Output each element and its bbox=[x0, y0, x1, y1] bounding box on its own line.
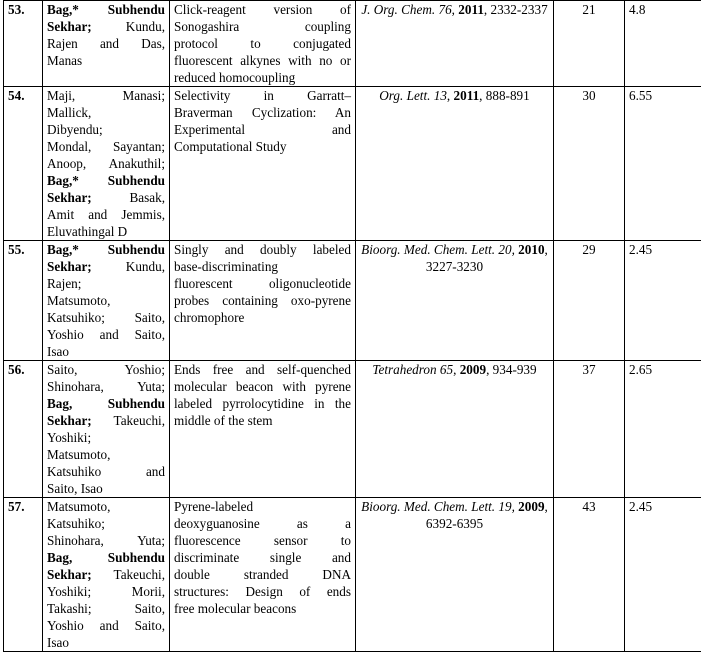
author-line bbox=[47, 566, 165, 583]
author-name: Maji, Manasi; bbox=[47, 88, 165, 103]
author-line bbox=[47, 549, 165, 566]
article-title-cell bbox=[170, 87, 356, 241]
entry-number: 53. bbox=[4, 1, 43, 87]
article-title-cell bbox=[170, 1, 356, 87]
author-line bbox=[47, 361, 165, 378]
table-row bbox=[4, 1, 701, 87]
title-line: chromophore bbox=[174, 310, 245, 325]
impact-factor: 2.65 bbox=[625, 361, 701, 498]
author-line bbox=[47, 292, 165, 309]
author-name: Katsuhiko and bbox=[47, 464, 165, 479]
impact-factor: 6.55 bbox=[625, 87, 701, 241]
title-line: molecular beacon with pyrene bbox=[174, 379, 351, 394]
authors-cell bbox=[43, 87, 170, 241]
table-row bbox=[4, 498, 701, 652]
author-name-highlighted: Sekhar; bbox=[47, 413, 92, 428]
author-line bbox=[47, 446, 165, 463]
author-name: Dibyendu; bbox=[47, 122, 103, 137]
citation-count: 37 bbox=[554, 361, 625, 498]
title-line: Experimental and bbox=[174, 122, 351, 137]
article-title-cell bbox=[170, 241, 356, 361]
journal-name: Tetrahedron 65 bbox=[372, 362, 454, 377]
author-name-highlighted: Sekhar; bbox=[47, 19, 92, 34]
author-name: Yoshio and Saito, bbox=[47, 327, 165, 342]
journal-pages: 888-891 bbox=[485, 88, 530, 103]
title-line: Braverman Cyclization: An bbox=[174, 105, 351, 120]
table-row bbox=[4, 361, 701, 498]
journal-pages: 934-939 bbox=[492, 362, 537, 377]
authors-cell bbox=[43, 498, 170, 652]
title-line: structures: Design of ends bbox=[174, 584, 351, 599]
journal-year: 2010 bbox=[518, 242, 545, 257]
author-name: Isao bbox=[47, 635, 69, 650]
author-line bbox=[47, 241, 165, 258]
author-line bbox=[47, 18, 165, 35]
title-line: Computational Study bbox=[174, 139, 287, 154]
author-name-highlighted: Sekhar; bbox=[47, 190, 92, 205]
author-line bbox=[47, 532, 165, 549]
author-name: Mallick, bbox=[47, 105, 92, 120]
author-name: Rajen and Das, bbox=[47, 36, 165, 51]
author-name: Eluvathingal D bbox=[47, 224, 128, 239]
author-line bbox=[47, 343, 165, 360]
author-name: Amit and Jemmis, bbox=[47, 207, 165, 222]
journal-year: 2009 bbox=[459, 362, 487, 377]
author-name: Kundu, bbox=[91, 19, 165, 34]
citation-count: 29 bbox=[554, 241, 625, 361]
journal-cell: Org. Lett. 13, 2011, 888-891 bbox=[356, 87, 554, 241]
author-name-highlighted: Bag, Subhendu bbox=[47, 550, 165, 565]
journal-year: 2011 bbox=[458, 2, 484, 17]
author-line bbox=[47, 378, 165, 395]
author-line bbox=[47, 52, 165, 69]
author-line bbox=[47, 155, 165, 172]
citation-count: 43 bbox=[554, 498, 625, 652]
author-line bbox=[47, 429, 165, 446]
author-name: Matsumoto, bbox=[47, 499, 111, 514]
title-line: Sonogashira coupling bbox=[174, 19, 351, 34]
journal-cell: Tetrahedron 65, 2009, 934-939 bbox=[356, 361, 554, 498]
author-name: Yoshio and Saito, bbox=[47, 618, 165, 633]
author-line bbox=[47, 275, 165, 292]
author-line bbox=[47, 600, 165, 617]
author-name: Takeuchi, bbox=[91, 413, 165, 428]
title-line: Pyrene-labeled bbox=[174, 499, 254, 514]
title-line: fluorescent alkynes with no or bbox=[174, 53, 351, 68]
author-name: Shinohara, Yuta; bbox=[47, 379, 165, 394]
author-line bbox=[47, 104, 165, 121]
article-title-cell bbox=[170, 361, 356, 498]
author-name: Manas bbox=[47, 53, 83, 68]
author-line bbox=[47, 258, 165, 275]
author-line bbox=[47, 35, 165, 52]
author-line bbox=[47, 395, 165, 412]
journal-name: Bioorg. Med. Chem. Lett. 19, bbox=[361, 499, 515, 514]
author-name: Isao bbox=[47, 344, 69, 359]
author-name: Saito, Yoshio; bbox=[47, 362, 165, 377]
author-line bbox=[47, 515, 165, 532]
journal-pages: 3227-3230 bbox=[425, 259, 484, 274]
entry-number: 54. bbox=[4, 87, 43, 241]
author-line bbox=[47, 634, 165, 651]
title-line: Selectivity in Garratt– bbox=[174, 88, 351, 103]
author-line bbox=[47, 87, 165, 104]
author-name: Kundu, bbox=[91, 259, 165, 274]
author-line bbox=[47, 412, 165, 429]
impact-factor: 4.8 bbox=[625, 1, 701, 87]
journal-pages: 6392-6395 bbox=[425, 516, 484, 531]
title-line: fluorescent oligonucleotide bbox=[174, 276, 351, 291]
table-row bbox=[4, 87, 701, 241]
title-line: probes containing oxo-pyrene bbox=[174, 293, 351, 308]
author-name-highlighted: Bag,* Subhendu bbox=[47, 242, 165, 257]
entry-number: 57. bbox=[4, 498, 43, 652]
author-name: Matsumoto, bbox=[47, 447, 111, 462]
table-row bbox=[4, 241, 701, 361]
title-line: Click-reagent version of bbox=[174, 2, 351, 17]
title-line: reduced homocoupling bbox=[174, 70, 296, 85]
title-line: discriminate single and bbox=[174, 550, 351, 565]
author-name: Yoshiki; bbox=[47, 430, 92, 445]
author-line bbox=[47, 172, 165, 189]
author-name: Yoshiki; Morii, bbox=[47, 584, 165, 599]
title-line: deoxyguanosine as a bbox=[174, 516, 351, 531]
journal-name: Org. Lett. 13 bbox=[379, 88, 447, 103]
author-line bbox=[47, 617, 165, 634]
author-line bbox=[47, 1, 165, 18]
author-line bbox=[47, 121, 165, 138]
author-name: Matsumoto, bbox=[47, 293, 111, 308]
publications-table bbox=[3, 0, 701, 652]
authors-cell bbox=[43, 241, 170, 361]
author-line bbox=[47, 309, 165, 326]
author-name: Rajen; bbox=[47, 276, 82, 291]
title-line: labeled pyrrolocytidine in the bbox=[174, 396, 351, 411]
title-line: protocol to conjugated bbox=[174, 36, 351, 51]
citation-count: 30 bbox=[554, 87, 625, 241]
entry-number: 55. bbox=[4, 241, 43, 361]
author-line bbox=[47, 463, 165, 480]
author-line bbox=[47, 206, 165, 223]
journal-name: Bioorg. Med. Chem. Lett. 20, bbox=[361, 242, 515, 257]
article-title-cell bbox=[170, 498, 356, 652]
journal-cell: J. Org. Chem. 76, 2011, 2332-2337 bbox=[356, 1, 554, 87]
journal-pages: 2332-2337 bbox=[490, 2, 548, 17]
journal-year: 2009 bbox=[518, 499, 545, 514]
author-line bbox=[47, 223, 165, 240]
authors-cell bbox=[43, 361, 170, 498]
author-line bbox=[47, 326, 165, 343]
author-line bbox=[47, 480, 165, 497]
author-name-highlighted: Bag,* Subhendu bbox=[47, 173, 165, 188]
title-line: Singly and doubly labeled bbox=[174, 242, 351, 257]
author-name: Takeuchi, bbox=[91, 567, 165, 582]
authors-cell bbox=[43, 1, 170, 87]
author-name: Basak, bbox=[91, 190, 165, 205]
publications-table-body bbox=[4, 1, 701, 652]
title-line: base-discriminating bbox=[174, 259, 279, 274]
journal-cell: Bioorg. Med. Chem. Lett. 19, 2009, 6392-6395 bbox=[356, 498, 554, 652]
title-line: middle of the stem bbox=[174, 413, 273, 428]
title-line: fluorescence sensor to bbox=[174, 533, 351, 548]
author-name: Takashi; Saito, bbox=[47, 601, 165, 616]
author-name-highlighted: Sekhar; bbox=[47, 259, 92, 274]
title-line: Ends free and self-quenched bbox=[174, 362, 351, 377]
author-line bbox=[47, 138, 165, 155]
journal-cell: Bioorg. Med. Chem. Lett. 20, 2010, 3227-3230 bbox=[356, 241, 554, 361]
author-line bbox=[47, 189, 165, 206]
author-line bbox=[47, 583, 165, 600]
author-name: Shinohara, Yuta; bbox=[47, 533, 165, 548]
author-name: Katsuhiko; bbox=[47, 516, 105, 531]
entry-number: 56. bbox=[4, 361, 43, 498]
author-name-highlighted: Bag,* Subhendu bbox=[47, 2, 165, 17]
author-name: Saito, Isao bbox=[47, 481, 103, 496]
title-line: free molecular beacons bbox=[174, 601, 297, 616]
citation-count: 21 bbox=[554, 1, 625, 87]
author-name: Katsuhiko; Saito, bbox=[47, 310, 165, 325]
journal-name: J. Org. Chem. 76 bbox=[361, 2, 452, 17]
impact-factor: 2.45 bbox=[625, 241, 701, 361]
title-line: double stranded DNA bbox=[174, 567, 351, 582]
impact-factor: 2.45 bbox=[625, 498, 701, 652]
author-name-highlighted: Bag, Subhendu bbox=[47, 396, 165, 411]
author-name: Anoop, Anakuthil; bbox=[47, 156, 165, 171]
author-name-highlighted: Sekhar; bbox=[47, 567, 92, 582]
journal-year: 2011 bbox=[453, 88, 480, 103]
author-name: Mondal, Sayantan; bbox=[47, 139, 165, 154]
author-line bbox=[47, 498, 165, 515]
